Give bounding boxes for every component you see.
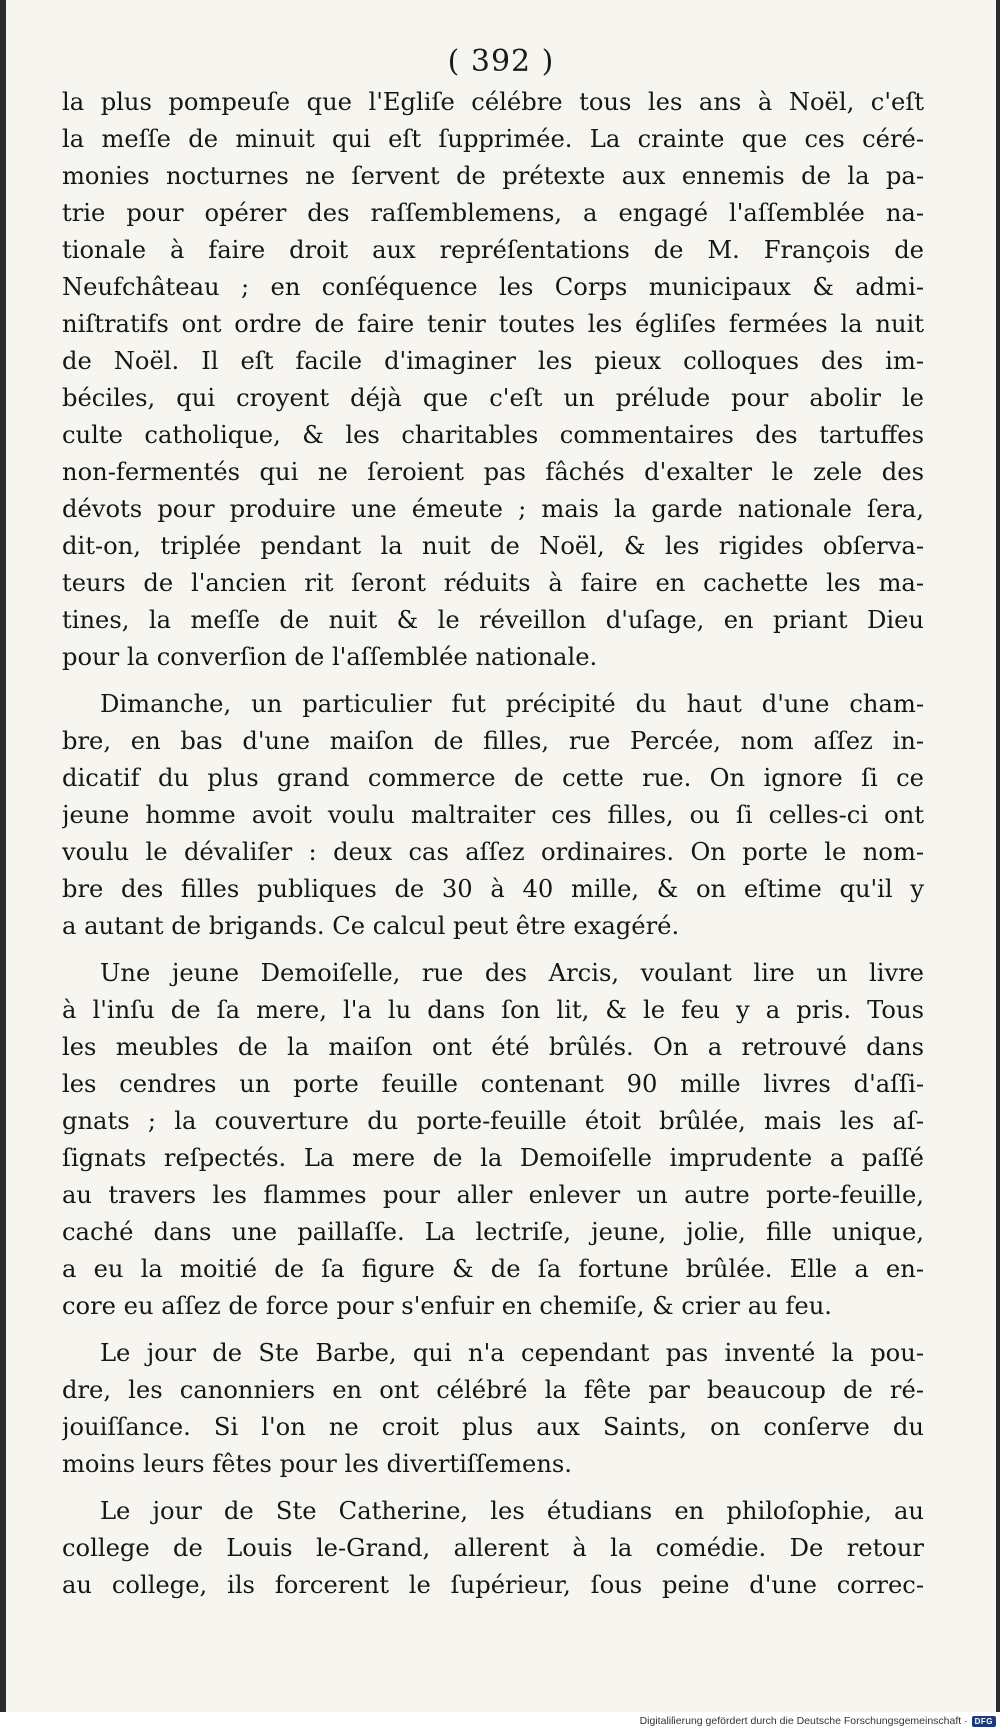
paragraph bbox=[62, 686, 924, 945]
text-line: core eu aſſez de force pour s'enfuir en chemiſe, & crier au feu. bbox=[62, 1292, 832, 1320]
text-line: Dimanche, un particulier fut précipité du haut d'une cham- bbox=[100, 690, 924, 718]
body-text bbox=[62, 84, 924, 1604]
text-line: tionale à faire droit aux repréſentations de M. François de bbox=[62, 236, 924, 264]
paragraph-gap bbox=[62, 1325, 924, 1335]
text-line: monies nocturnes ne ſervent de prétexte aux ennemis de la pa- bbox=[62, 162, 924, 190]
text-line: au college, ils forcerent le ſupérieur, ſous peine d'une correc- bbox=[62, 1571, 924, 1599]
text-line: teurs de l'ancien rit ſeront réduits à faire en cachette les ma- bbox=[62, 569, 924, 597]
text-line: dicatif du plus grand commerce de cette rue. On ignore ſi ce bbox=[62, 764, 924, 792]
text-line: dre, les canonniers en ont célébré la fête par beaucoup de ré- bbox=[62, 1376, 924, 1404]
scanned-page bbox=[6, 0, 996, 1712]
text-line: a autant de brigands. Ce calcul peut être exagéré. bbox=[62, 912, 680, 940]
text-line: dévots pour produire une émeute ; mais la garde nationale ſera, bbox=[62, 495, 924, 523]
text-line: la meſſe de minuit qui eſt ſupprimée. La crainte que ces céré- bbox=[62, 125, 924, 153]
text-line: Le jour de Ste Barbe, qui n'a cependant pas inventé la pou- bbox=[100, 1339, 924, 1367]
text-line: jeune homme avoit voulu maltraiter ces filles, ou ſi celles-ci ont bbox=[62, 801, 924, 829]
paragraph bbox=[62, 1493, 924, 1604]
paragraph bbox=[62, 955, 924, 1325]
text-line: niſtratifs ont ordre de faire tenir toutes les égliſes fermées la nuit bbox=[62, 310, 924, 338]
text-line: gnats ; la couverture du porte-feuille étoit brûlée, mais les aſ- bbox=[62, 1107, 924, 1135]
text-line: voulu le dévaliſer : deux cas aſſez ordinaires. On porte le nom- bbox=[62, 838, 924, 866]
paragraph bbox=[62, 84, 924, 676]
text-line: la plus pompeuſe que l'Egliſe célébre tous les ans à Noël, c'eſt bbox=[62, 88, 924, 116]
dfg-logo: DFG bbox=[972, 1716, 996, 1727]
paragraph-gap bbox=[62, 1483, 924, 1493]
footer-credit: Digitaliſierung gefördert durch die Deutsche Forschungsgemeinschaft · bbox=[639, 1715, 968, 1727]
text-line: culte catholique, & les charitables commentaires des tartuffes bbox=[62, 421, 924, 449]
text-line: tines, la meſſe de nuit & le réveillon d'uſage, en priant Dieu bbox=[62, 606, 924, 634]
text-line: Neufchâteau ; en conſéquence les Corps municipaux & admi- bbox=[62, 273, 924, 301]
paragraph-gap bbox=[62, 945, 924, 955]
text-line: jouiſſance. Si l'on ne croit plus aux Saints, on conſerve du bbox=[62, 1413, 924, 1441]
text-line: non-fermentés qui ne ſeroient pas fâchés d'exalter le zele des bbox=[62, 458, 924, 486]
paragraph bbox=[62, 1335, 924, 1483]
paragraph-gap bbox=[62, 676, 924, 686]
text-line: béciles, qui croyent déjà que c'eſt un prélude pour abolir le bbox=[62, 384, 924, 412]
text-line: les meubles de la maiſon ont été brûlés. On a retrouvé dans bbox=[62, 1033, 924, 1061]
text-line: trie pour opérer des raſſemblemens, a engagé l'aſſemblée na- bbox=[62, 199, 924, 227]
text-line: Le jour de Ste Catherine, les étudians en philoſophie, au bbox=[100, 1497, 924, 1525]
footer-bar bbox=[0, 1712, 1000, 1730]
page-number: ( 392 ) bbox=[447, 44, 555, 79]
text-line: de Noël. Il eſt facile d'imaginer les pieux colloques des im- bbox=[62, 347, 924, 375]
text-line: a eu la moitié de ſa figure & de ſa fortune brûlée. Elle a en- bbox=[62, 1255, 924, 1283]
text-line: dit-on, triplée pendant la nuit de Noël, & les rigides obſerva- bbox=[62, 532, 924, 560]
text-line: ſignats reſpectés. La mere de la Demoiſelle imprudente a paſſé bbox=[62, 1144, 924, 1172]
text-line: college de Louis le-Grand, allerent à la comédie. De retour bbox=[62, 1534, 924, 1562]
text-line: au travers les flammes pour aller enlever un autre porte-feuille, bbox=[62, 1181, 924, 1209]
text-line: caché dans une paillaſſe. La lectriſe, jeune, jolie, fille unique, bbox=[62, 1218, 924, 1246]
text-line: à l'inſu de ſa mere, l'a lu dans ſon lit, & le feu y a pris. Tous bbox=[62, 996, 924, 1024]
text-line: bre, en bas d'une maiſon de filles, rue Percée, nom aſſez in- bbox=[62, 727, 924, 755]
text-line: Une jeune Demoiſelle, rue des Arcis, voulant lire un livre bbox=[100, 959, 924, 987]
text-line: les cendres un porte feuille contenant 90 mille livres d'aſſi- bbox=[62, 1070, 924, 1098]
text-line: bre des filles publiques de 30 à 40 mille, & on eſtime qu'il y bbox=[62, 875, 924, 903]
text-line: moins leurs fêtes pour les divertiſſemens. bbox=[62, 1450, 572, 1478]
text-line: pour la converſion de l'aſſemblée nationale. bbox=[62, 643, 598, 671]
